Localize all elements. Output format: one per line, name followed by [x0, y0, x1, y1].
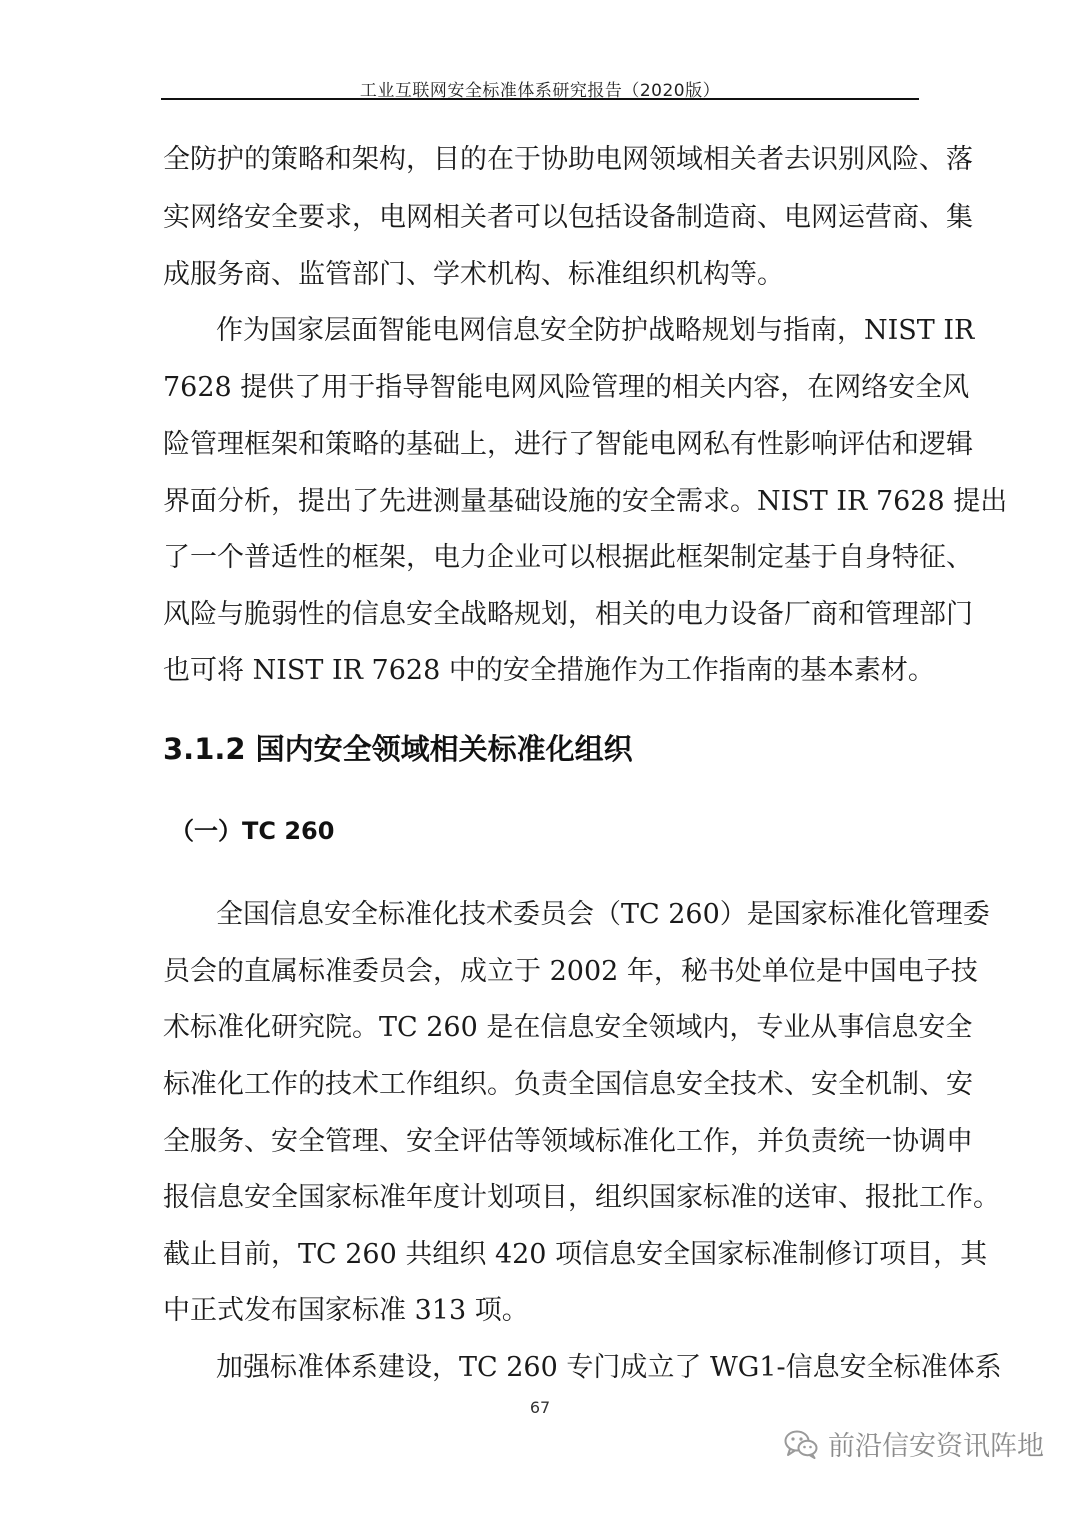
paragraph-line: 全国信息安全标准化技术委员会（TC 260）是国家标准化管理委 [216, 899, 990, 930]
section-heading: 3.1.2 国内安全领域相关标准化组织 [163, 732, 633, 766]
watermark-text: 前沿信安资讯阵地 [828, 1431, 1044, 1462]
paragraph-line: 报信息安全国家标准年度计划项目，组织国家标准的送审、报批工作。 [163, 1182, 1000, 1213]
page-number: 67 [529, 1398, 551, 1417]
paragraph-line: 险管理框架和策略的基础上，进行了智能电网私有性影响评估和逻辑 [163, 429, 973, 460]
paragraph-line: 术标准化研究院。TC 260 是在信息安全领域内，专业从事信息安全 [163, 1012, 973, 1043]
paragraph-line: 实网络安全要求，电网相关者可以包括设备制造商、电网运营商、集 [163, 202, 973, 233]
header-rule [161, 98, 919, 100]
paragraph-line: 加强标准体系建设，TC 260 专门成立了 WG1-信息安全标准体系 [216, 1352, 1002, 1383]
running-header: 工业互联网安全标准体系研究报告（2020版） [359, 81, 721, 101]
paragraph-line: 全防护的策略和架构，目的在于协助电网领域相关者去识别风险、落 [163, 144, 973, 175]
paragraph-line: 截止目前，TC 260 共组织 420 项信息安全国家标准制修订项目，其 [163, 1239, 988, 1270]
paragraph-line: 风险与脆弱性的信息安全战略规划，相关的电力设备厂商和管理部门 [163, 599, 973, 630]
paragraph-line: 中正式发布国家标准 313 项。 [163, 1295, 529, 1326]
paragraph-line: 标准化工作的技术工作组织。负责全国信息安全技术、安全机制、安 [163, 1069, 973, 1100]
paragraph-line: 也可将 NIST IR 7628 中的安全措施作为工作指南的基本素材。 [163, 655, 935, 686]
paragraph-line: 全服务、安全管理、安全评估等领域标准化工作，并负责统一协调申 [163, 1126, 973, 1157]
paragraph-line: 界面分析，提出了先进测量基础设施的安全需求。NIST IR 7628 提出 [163, 486, 1008, 517]
wechat-icon [784, 1429, 818, 1459]
paragraph-line: 7628 提供了用于指导智能电网风险管理的相关内容，在网络安全风 [163, 372, 970, 403]
paragraph-line: 成服务商、监管部门、学术机构、标准组织机构等。 [163, 259, 784, 290]
paragraph-line: 员会的直属标准委员会，成立于 2002 年，秘书处单位是中国电子技 [163, 956, 978, 987]
paragraph-line: 了一个普适性的框架，电力企业可以根据此框架制定基于自身特征、 [163, 542, 973, 573]
sub-heading: （一）TC 260 [170, 817, 335, 845]
paragraph-line: 作为国家层面智能电网信息安全防护战略规划与指南，NIST IR [216, 315, 975, 346]
watermark [784, 1424, 1044, 1463]
